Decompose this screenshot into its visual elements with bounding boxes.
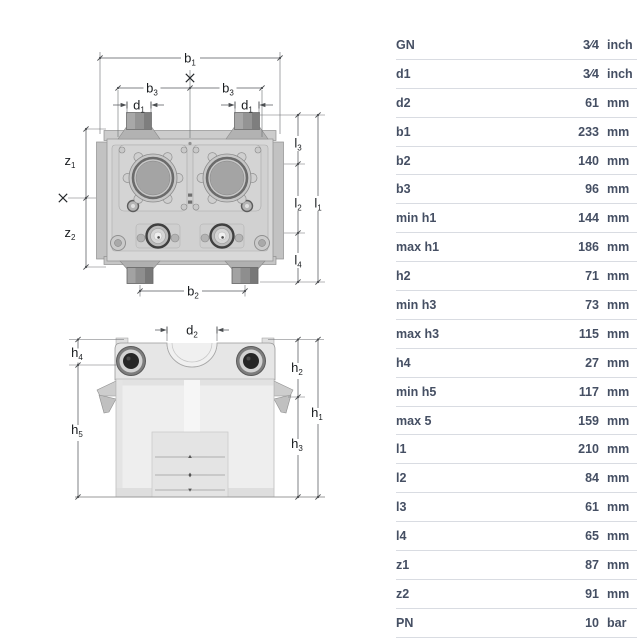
spec-row (396, 31, 637, 60)
spec-value: 117 (578, 384, 599, 399)
spec-value: 144 (578, 211, 599, 226)
dim-d1-left (113, 98, 164, 115)
spec-value: 61 (585, 95, 599, 110)
spec-row (396, 493, 637, 522)
spec-row (396, 435, 637, 464)
spec-value: 91 (585, 586, 599, 601)
spec-label: h2 (396, 269, 411, 284)
spec-row (396, 291, 637, 320)
dim-h-right (268, 337, 324, 500)
dim-label-h2: $h_2$ (291, 360, 303, 377)
spec-unit: inch (607, 66, 633, 81)
dim-label-d1-left: $d_1$ (133, 97, 145, 115)
spec-unit: mm (607, 442, 630, 457)
spec-label: max 5 (396, 413, 432, 428)
dim-label-d2: $d_2$ (186, 322, 198, 340)
dim-label-b3-right: $b_3$ (222, 80, 234, 98)
spec-unit: mm (607, 269, 630, 284)
dim-label-b1: $b_1$ (184, 50, 196, 68)
spec-unit: mm (607, 182, 630, 197)
bottom-connector-right (225, 261, 265, 284)
spec-value: 10 (585, 615, 599, 630)
spec-row (396, 378, 637, 407)
spec-value: 233 (578, 124, 599, 139)
spec-label: b2 (396, 153, 411, 168)
spec-value: 3⁄4 (583, 37, 599, 52)
front-view (59, 51, 325, 301)
side-view-body (116, 379, 274, 497)
spec-unit: mm (607, 211, 630, 226)
spec-label: min h3 (396, 297, 437, 312)
spec-label: l1 (396, 442, 407, 457)
dim-b2 (137, 284, 247, 301)
spec-value: 186 (578, 240, 599, 255)
spec-label: b1 (396, 124, 411, 139)
dim-label-z2: $z_2$ (64, 225, 76, 242)
spec-label: min h1 (396, 211, 437, 226)
spec-value: 84 (585, 471, 599, 486)
spec-row (396, 551, 637, 580)
spec-label: min h5 (396, 384, 437, 399)
spec-value: 61 (585, 500, 599, 515)
dim-label-h4: $h_4$ (71, 345, 83, 362)
spec-value: 210 (578, 442, 599, 457)
spec-label: d2 (396, 95, 411, 110)
dim-label-b2: $b_2$ (187, 283, 199, 301)
top-connector-left (118, 113, 160, 140)
spec-row (396, 522, 637, 551)
spec-row (396, 580, 637, 609)
spec-label: l3 (396, 500, 407, 515)
spec-unit: mm (607, 326, 630, 341)
spec-unit: inch (607, 37, 633, 52)
spec-label: max h3 (396, 326, 440, 341)
spec-label: GN (396, 37, 415, 52)
spec-unit: mm (607, 124, 630, 139)
spec-value: 115 (578, 326, 599, 341)
spec-unit: mm (607, 557, 630, 572)
spec-value: 73 (585, 297, 599, 312)
spec-label: l4 (396, 529, 407, 544)
spec-value: 140 (578, 153, 599, 168)
spec-unit: mm (607, 471, 630, 486)
spec-row (396, 320, 637, 349)
spec-row (396, 233, 637, 262)
spec-unit: mm (607, 240, 630, 255)
spec-value: 65 (585, 529, 599, 544)
spec-unit: mm (607, 384, 630, 399)
dim-d2 (155, 323, 229, 342)
spec-row (396, 89, 637, 118)
spec-unit: mm (607, 529, 630, 544)
spec-row (396, 175, 637, 204)
spec-row (396, 407, 637, 436)
dim-label-l2: $l_2$ (294, 195, 302, 213)
spec-label: b3 (396, 182, 411, 197)
spec-label: d1 (396, 66, 411, 81)
side-view (69, 323, 325, 500)
spec-value: 96 (585, 182, 599, 197)
pipe-end-left (117, 347, 146, 376)
spec-row (396, 118, 637, 147)
spec-value: 159 (578, 413, 599, 428)
bayonet-ring-right (193, 145, 261, 212)
bottom-connector-left (120, 261, 160, 284)
spec-row (396, 262, 637, 291)
dim-label-d1-right: $d_1$ (241, 97, 253, 115)
spec-value: 71 (585, 269, 599, 284)
spec-unit: mm (607, 586, 630, 601)
bayonet-ring-left (119, 145, 187, 212)
valve-right (200, 224, 244, 248)
spec-unit: bar (607, 615, 627, 630)
spec-label: h4 (396, 355, 411, 370)
spec-unit: mm (607, 95, 630, 110)
dim-label-l1: $l_1$ (314, 195, 322, 213)
dim-label-z1: $z_1$ (64, 153, 76, 170)
dim-label-h5: $h_5$ (71, 422, 83, 439)
wing-left (97, 381, 116, 413)
spec-value: 87 (585, 557, 599, 572)
spec-label: max h1 (396, 240, 440, 255)
spec-label: l2 (396, 471, 407, 486)
spec-value: 3⁄4 (583, 66, 599, 81)
dim-label-h1: $h_1$ (311, 405, 323, 422)
spec-label: z1 (396, 557, 410, 572)
spec-value: 27 (585, 355, 599, 370)
spec-unit: mm (607, 297, 630, 312)
spec-row (396, 204, 637, 233)
spec-row (396, 464, 637, 493)
spec-table (396, 31, 637, 638)
spec-unit: mm (607, 413, 630, 428)
spec-row (396, 349, 637, 378)
spec-unit: mm (607, 500, 630, 515)
dim-label-l3: $l_3$ (294, 135, 302, 153)
spec-row (396, 147, 637, 176)
dim-d1-right (221, 98, 273, 115)
dim-label-l4: $l_4$ (294, 252, 302, 270)
spec-row (396, 609, 637, 638)
spec-label: PN (396, 615, 414, 630)
spec-label: z2 (396, 586, 410, 601)
spec-unit: mm (607, 355, 630, 370)
pipe-end-right (237, 347, 266, 376)
spec-row (396, 60, 637, 89)
dim-label-b3-left: $b_3$ (146, 80, 158, 98)
reference-cross-left (59, 194, 67, 202)
valve-left (136, 224, 180, 248)
spec-unit: mm (607, 153, 630, 168)
dim-label-h3: $h_3$ (291, 436, 303, 453)
